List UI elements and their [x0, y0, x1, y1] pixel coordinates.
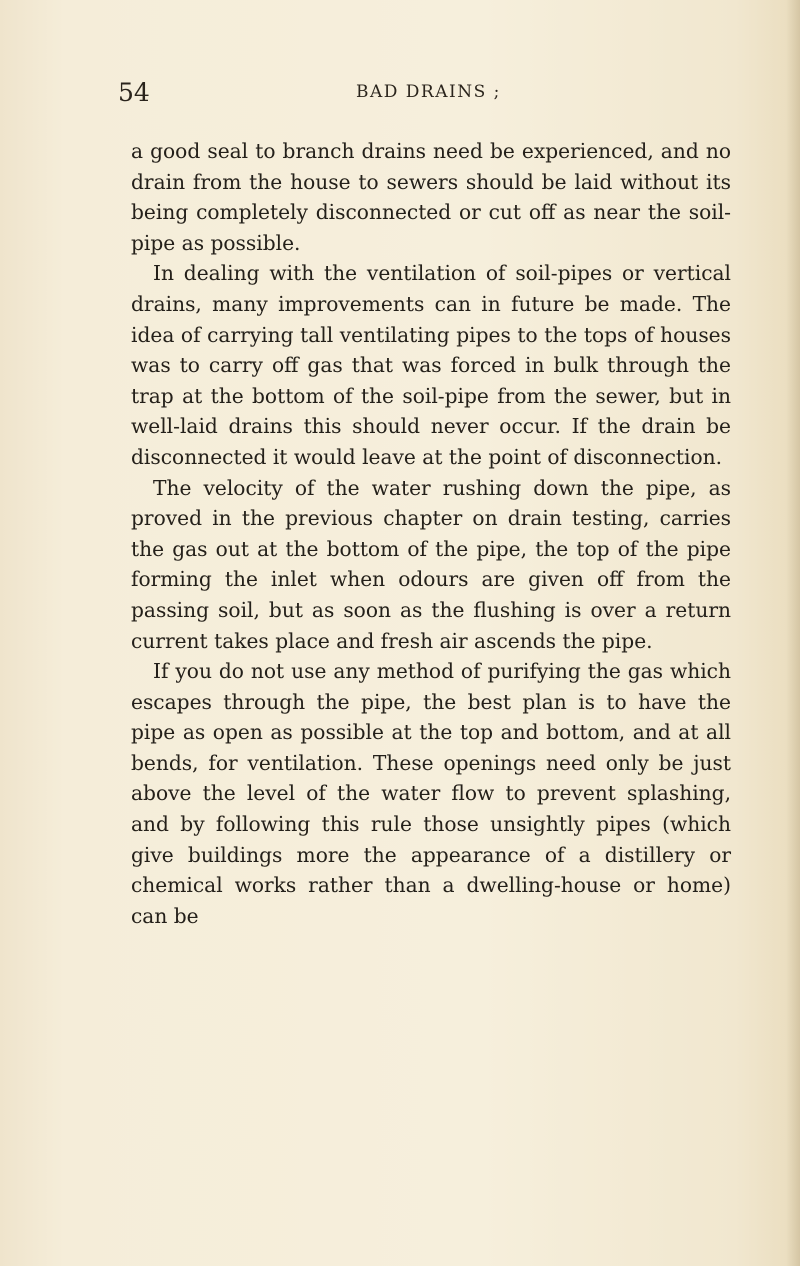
page-header: [118, 78, 658, 118]
body-text: [131, 136, 731, 931]
paragraph: The velocity of the water rushing down the pipe, as proved in the previous chapter on drain testing, carries the gas out at the bottom of the pipe, the top of the pipe forming the inlet when odours are given off from the passing soil, but as soon as the flushing is over a return current takes place and fresh air ascends the pipe.: [131, 475, 731, 653]
page-number: 54: [118, 78, 150, 107]
running-head: BAD DRAINS ;: [356, 82, 501, 102]
page-edge-shadow: [786, 0, 800, 1266]
paragraph: a good seal to branch drains need be experienced, and no drain from the house to sewers should be laid without its being completely disconnected or cut off as near the soil-pipe as possible.: [131, 139, 731, 255]
paragraph: If you do not use any method of purifying the gas which escapes through the pipe, the best plan is to have the pipe as open as possible at the top and bottom, and at all bends, for ventilation. These openings need only be just above the level of the water flow to prevent splashing, and by following this rule those unsightly pipes (which give buildings more the appearance of a distillery or chemical works rather than a dwelling-house or home) can be: [131, 659, 731, 928]
paragraph: In dealing with the ventilation of soil-pipes or vertical drains, many improvements can in future be made. The idea of carrying tall ventilating pipes to the tops of houses was to carry off gas that was forced in bulk through the trap at the bottom of the soil-pipe from the sewer, but in well-laid drains this should never occur. If the drain be disconnected it would leave at the point of disconnection.: [131, 261, 731, 469]
